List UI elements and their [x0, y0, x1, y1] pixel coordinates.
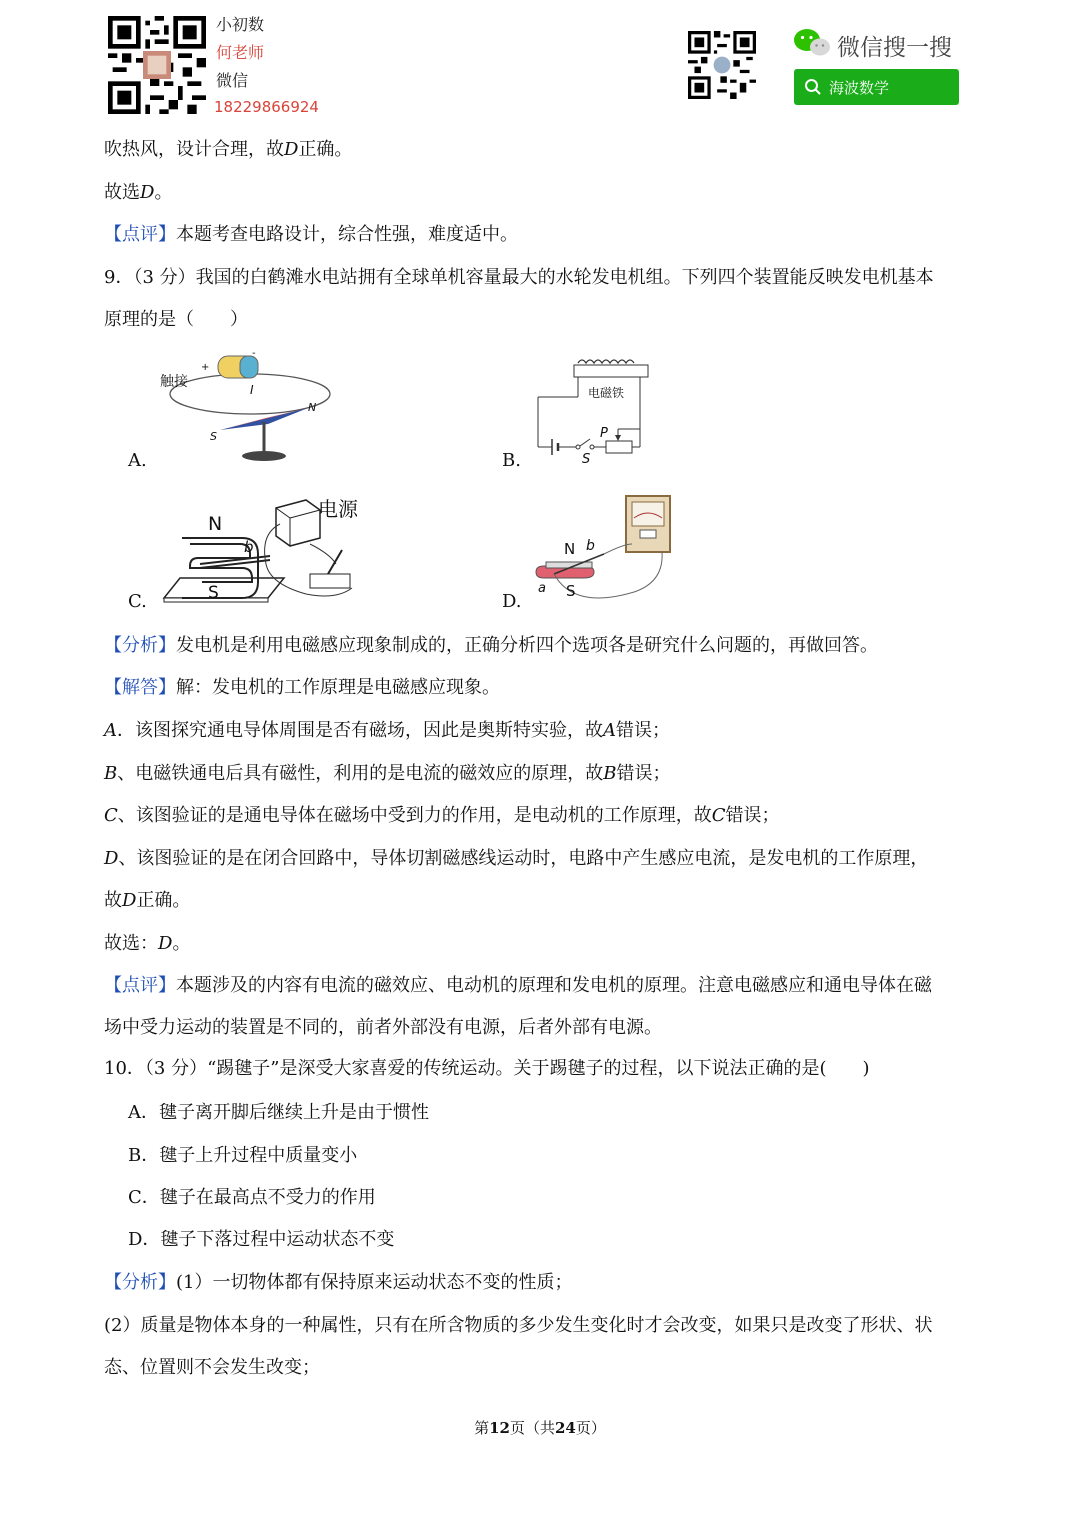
text-line-1: 吹热风，设计合理，故D正确。	[104, 139, 353, 160]
fig-c-power: 电源	[318, 497, 358, 521]
page-total: 24	[555, 1419, 576, 1437]
question-9-line-1: 9．（3 分）我国的白鹤滩水电站拥有全球单机容量最大的水轮发电机组。下列四个装置能反映发电机基本	[104, 267, 934, 288]
comment-tag: 【点评】	[104, 224, 176, 245]
fig-d-b: b	[586, 538, 595, 554]
fig-c-south: S	[208, 583, 219, 603]
header	[0, 0, 1080, 125]
analysis-1: 【分析】发电机是利用电磁感应现象制成的，正确分析四个选项各是研究什么问题的，再做回答。	[104, 635, 878, 656]
q10-option-b: B．毽子上升过程中质量变小	[128, 1145, 358, 1166]
fig-a-south: S	[210, 430, 217, 443]
search-label: 海波数学	[829, 79, 890, 97]
card-phone: 18229866924	[214, 98, 319, 116]
page-footer: 第12页（共24页）	[474, 1419, 606, 1437]
question-9-line-2: 原理的是（ ）	[104, 309, 248, 330]
fig-c-b: b	[244, 538, 254, 556]
fig-d-a: a	[538, 581, 546, 596]
fig-d-south: S	[566, 582, 576, 600]
wechat-title: 微信搜一搜	[837, 35, 952, 61]
q10-option-d: D．毽子下落过程中运动状态不变	[128, 1229, 395, 1250]
comment-tag: 【点评】	[104, 975, 176, 996]
analysis-2: 【分析】(1）一切物体都有保持原来运动状态不变的性质；	[104, 1272, 573, 1293]
svg-text:-: -	[252, 350, 256, 359]
qr-code-right	[688, 31, 756, 99]
fig-a-touch: 触接	[160, 374, 188, 390]
para-2-line-1: (2）质量是物体本身的一种属性，只有在所含物质的多少发生变化时才会改变，如果只是改变了形状、状	[104, 1315, 933, 1336]
answer-c: C、该图验证的是通电导体在磁场中受到力的作用，是电动机的工作原理，故C错误；	[104, 805, 780, 826]
text-line-2: 故选D。	[104, 182, 173, 203]
answer-d: D、该图验证的是在闭合回路中，导体切割磁感线运动时，电路中产生感应电流，是发电机的工作原理，	[104, 848, 929, 869]
para-2-line-2: 态、位置则不会发生改变；	[104, 1357, 320, 1378]
search-box[interactable]	[794, 69, 959, 105]
option-b-label: B.	[502, 450, 521, 471]
fig-b-magnet: 电磁铁	[588, 386, 625, 400]
q10-option-a: A．毽子离开脚后继续上升是由于惯性	[128, 1102, 429, 1123]
option-d-label: D.	[502, 591, 522, 612]
card-line-2: 何老师	[216, 43, 265, 62]
figure-c-motor	[160, 494, 372, 606]
page-number: 12	[489, 1419, 510, 1437]
question-10: 10．（3 分）“踢毽子”是深受大家喜爱的传统运动。关于踢毽子的过程，以下说法正确的是( )	[104, 1058, 870, 1079]
wechat-icon	[793, 28, 831, 58]
fig-a-north: N	[308, 401, 317, 414]
analysis-tag: 【分析】	[104, 635, 176, 656]
analysis-tag: 【分析】	[104, 1272, 176, 1293]
answer-a: A．该图探究通电导体周围是否有磁场，因此是奥斯特实验，故A错误；	[104, 720, 670, 741]
card-line-1: 小初数	[216, 15, 265, 34]
qr-code-left	[108, 16, 206, 114]
option-c-label: C.	[128, 591, 147, 612]
answer-d-cont: 故D正确。	[104, 890, 191, 911]
fig-d-north: N	[564, 540, 576, 558]
figure-b-electromagnet	[532, 355, 652, 467]
search-icon	[804, 78, 822, 96]
figure-a-oersted	[158, 350, 334, 468]
choice: 故选：D。	[104, 933, 191, 954]
comment-2-line-2: 场中受力运动的装置是不同的，前者外部没有电源，后者外部有电源。	[104, 1017, 662, 1038]
svg-text:+: +	[201, 362, 210, 373]
figure-d-generator	[534, 492, 674, 604]
option-a-label: A.	[128, 450, 147, 471]
fig-a-current: I	[250, 383, 254, 397]
answer-intro: 【解答】解：发电机的工作原理是电磁感应现象。	[104, 677, 500, 698]
fig-c-north: N	[208, 513, 223, 535]
answer-tag: 【解答】	[104, 677, 176, 698]
card-line-3: 微信	[216, 71, 249, 90]
comment-2-line-1: 【点评】本题涉及的内容有电流的磁效应、电动机的原理和发电机的原理。注意电磁感应和通电导体在磁	[104, 975, 932, 996]
fig-b-p: P	[600, 426, 608, 441]
comment-1: 【点评】本题考查电路设计，综合性强，难度适中。	[104, 224, 518, 245]
q10-option-c: C．毽子在最高点不受力的作用	[128, 1187, 376, 1208]
fig-b-s: S	[582, 452, 591, 467]
answer-b: B、电磁铁通电后具有磁性，利用的是电流的磁效应的原理，故B错误；	[104, 763, 671, 784]
